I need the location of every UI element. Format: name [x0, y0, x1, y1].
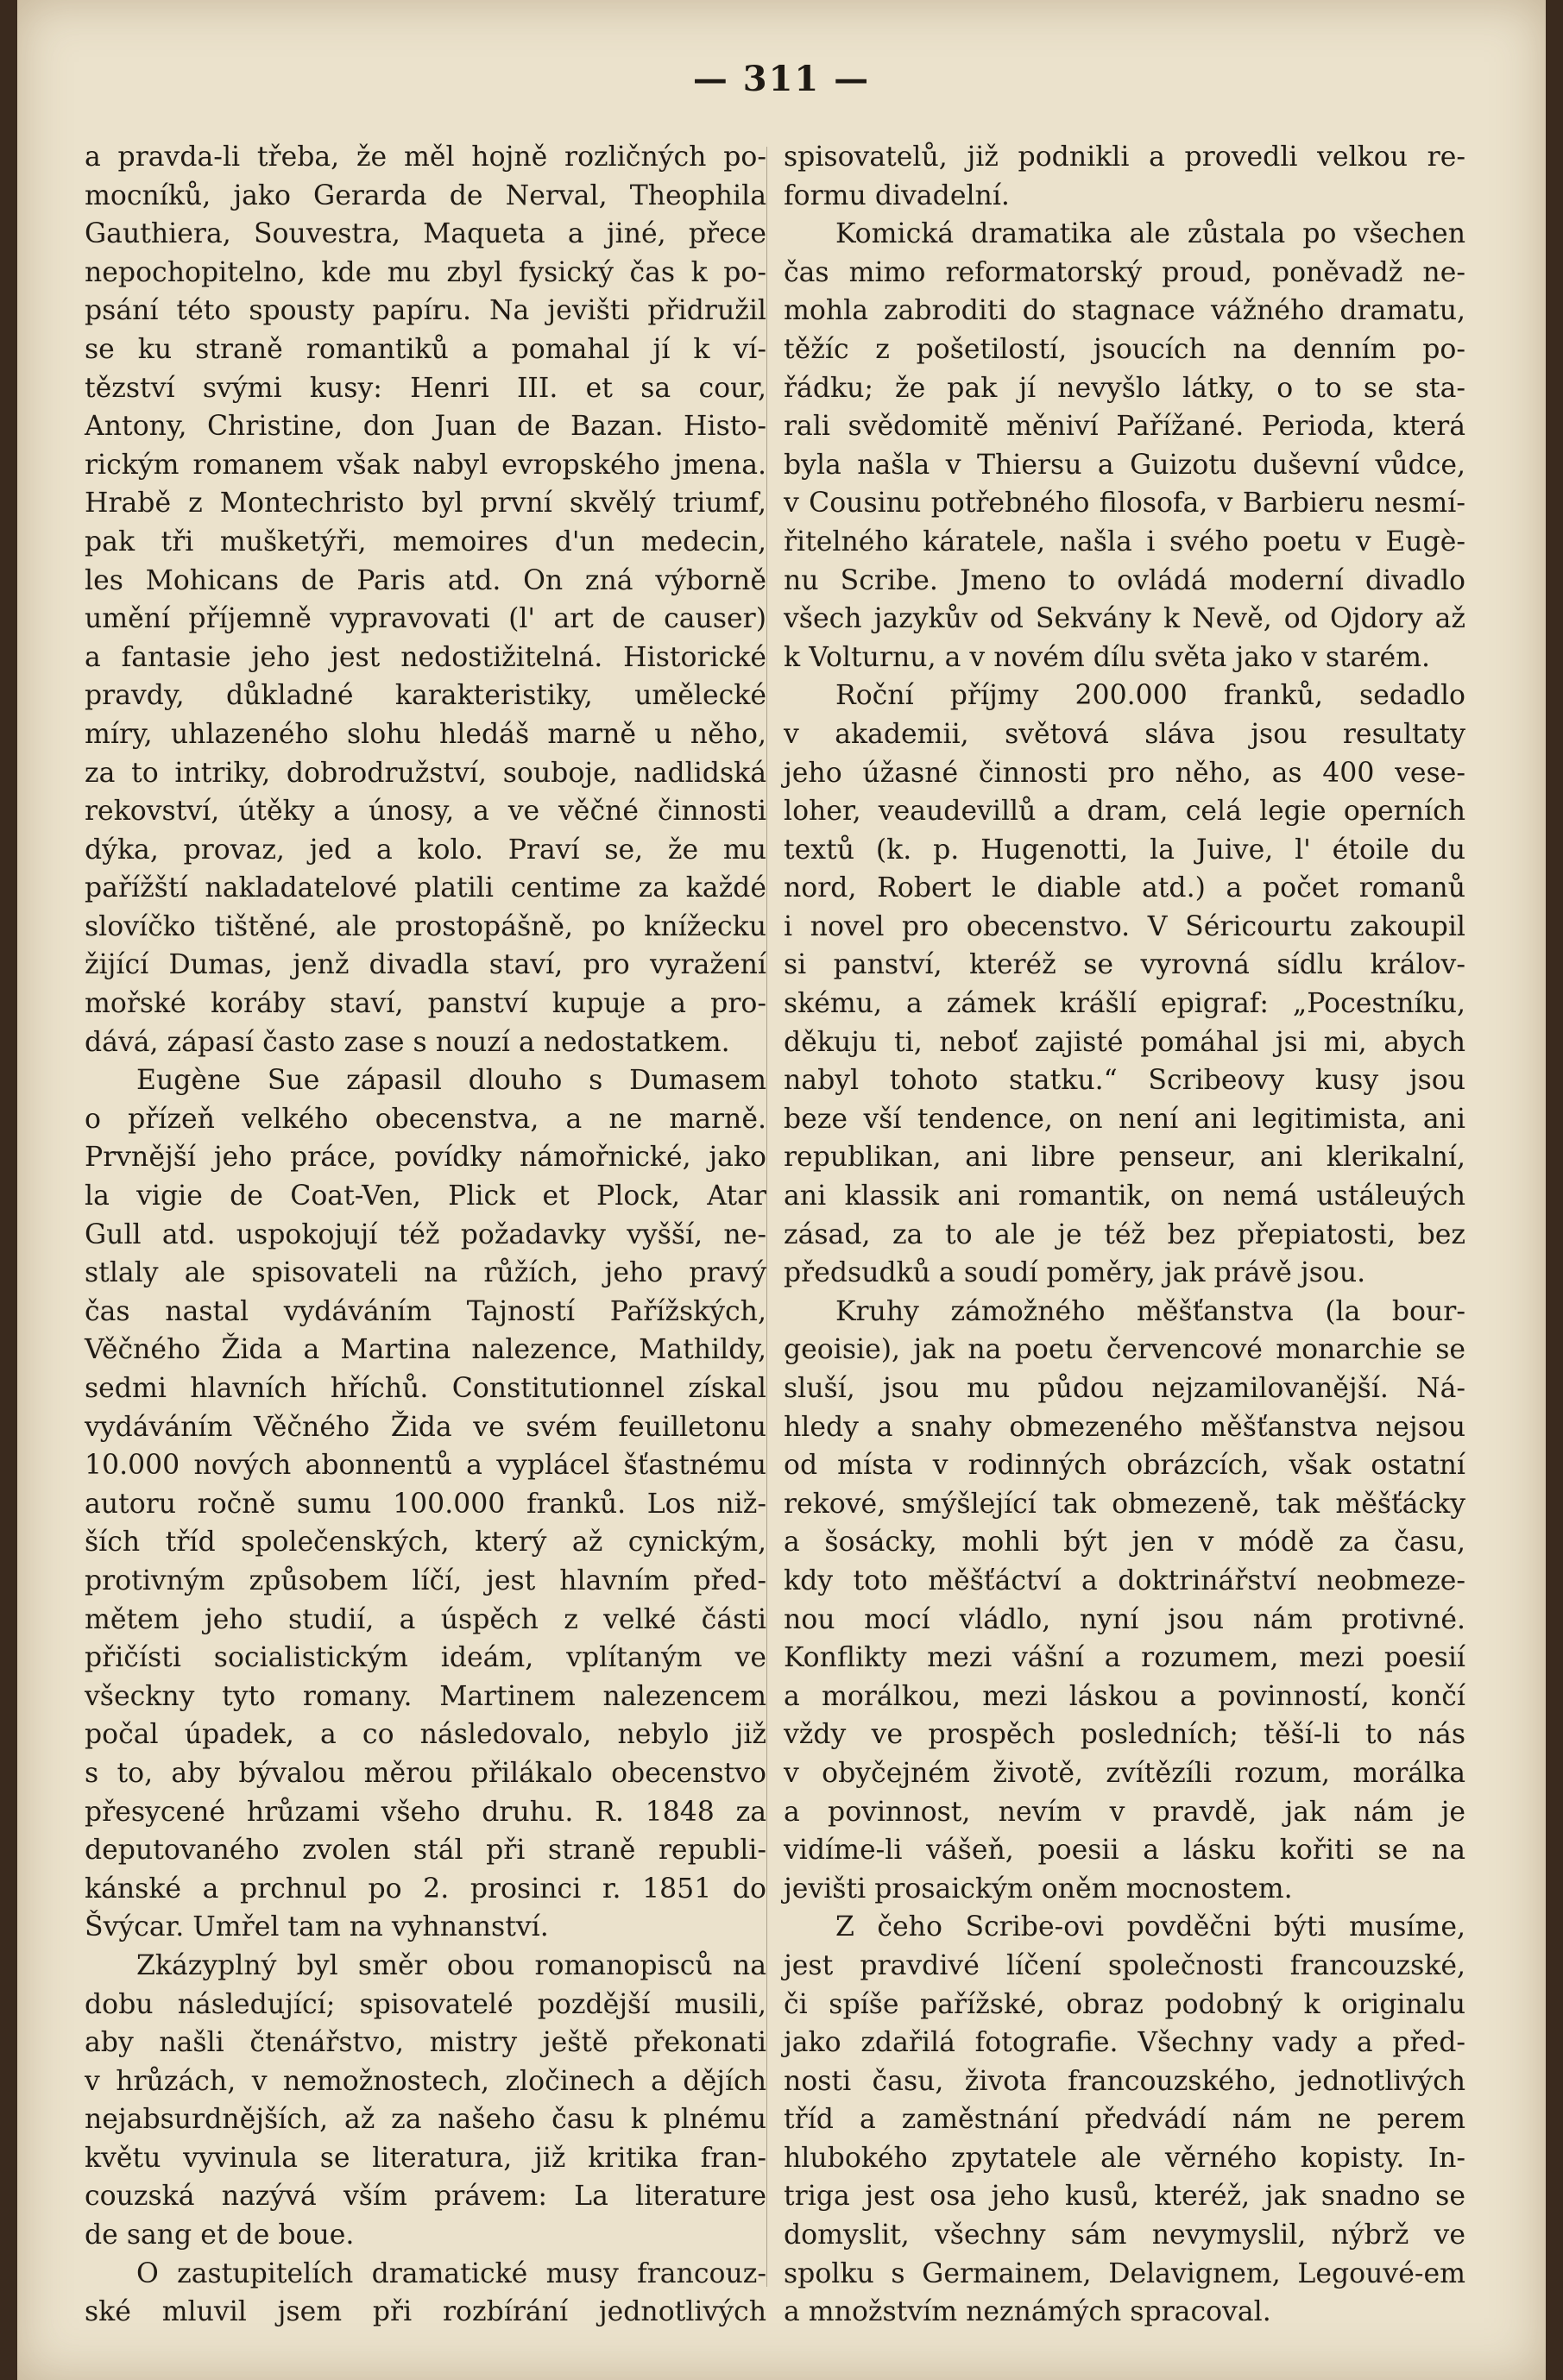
text-line: pak tři mušketýři, memoires d'un medecin, — [85, 526, 766, 557]
text-line: Prvnější jeho práce, povídky námořnické, jako — [85, 1142, 766, 1174]
text-line: umění příjemně vypravovati (l' art de causer) — [85, 603, 766, 635]
text-line: květu vyvinula se literatura, již kritika fran- — [85, 2142, 766, 2174]
text-line: vidíme-li vášeň, poesii a lásku kořiti se na — [784, 1835, 1465, 1867]
text-line: přičísti socialistickým ideám, vplítaným ve — [85, 1642, 766, 1674]
text-line: autoru ročně sumu 100.000 franků. Los niž- — [85, 1488, 766, 1520]
text-line: kdy toto měšťáctví a doktrinářství neobmeze- — [784, 1565, 1465, 1596]
text-line: všech jazykův od Sekvány k Nevě, od Ojdory až — [784, 603, 1465, 635]
text-line: všeckny tyto romany. Martinem nalezencem — [85, 1680, 766, 1712]
text-line: psání této spousty papíru. Na jevišti přidružil — [85, 295, 766, 327]
text-line: řádku; že pak jí nevyšlo látky, o to se sta- — [784, 372, 1465, 404]
text-line: jeho úžasné činnosti pro něho, as 400 vese- — [784, 757, 1465, 789]
text-line: nou mocí vládlo, nyní jsou nám protivné. — [784, 1603, 1465, 1635]
text-line: a pravda-li třeba, že měl hojně rozličných po- — [85, 142, 766, 173]
text-line: vydáváním Věčného Žida ve svém feuilletonu — [85, 1411, 766, 1443]
text-line: rekové, smýšlející tak obmezeně, tak měšťácky — [784, 1488, 1465, 1520]
text-line: rali svědomitě měniví Pařížané. Perioda, která — [784, 411, 1465, 443]
text-line: Věčného Žida a Martina nalezence, Mathildy, — [85, 1334, 766, 1366]
text-line: byla našla v Thiersu a Guizotu duševní vůdce, — [784, 449, 1465, 481]
text-line: za to intriky, dobrodružství, souboje, nadlidská — [85, 757, 766, 789]
text-line: loher, veaudevillů a dram, celá legie operních — [784, 796, 1465, 828]
text-line: zásad, za to ale je též bez přepiatosti, bez — [784, 1218, 1465, 1250]
text-line: a množstvím neznámých spracoval. — [784, 2296, 1271, 2328]
text-line: republikan, ani libre penseur, ani klerikalní, — [784, 1142, 1465, 1174]
text-line: domyslit, všechny sám nevymyslil, nýbrž ve — [784, 2219, 1465, 2251]
text-line: a šosácky, mohli být jen v módě za času, — [784, 1527, 1465, 1558]
text-line: dobu následující; spisovatelé pozdější musili, — [85, 1988, 766, 2020]
text-line: Gull atd. uspokojují též požadavky vyšší, ne- — [85, 1218, 766, 1250]
text-line: Hrabě z Montechristo byl první skvělý triumf, — [85, 488, 766, 519]
text-line: Gauthiera, Souvestra, Maqueta a jiné, přece — [85, 218, 766, 250]
text-line: hledy a snahy obmezeného měšťanstva nejsou — [784, 1411, 1465, 1443]
text-line: sluší, jsou mu půdou nejzamilovanější. Ná- — [784, 1373, 1465, 1404]
text-line: i novel pro obecenstvo. V Séricourtu zakoupil — [784, 910, 1465, 942]
text-line: Kruhy zámožného měšťanstva (la bour- — [835, 1295, 1465, 1327]
text-line: se ku straně romantiků a pomahal jí k ví- — [85, 333, 766, 365]
text-line: o přízeň velkého obecenstva, a ne marně. — [85, 1103, 766, 1135]
text-line: tězství svými kusy: Henri III. et sa cour, — [85, 372, 766, 404]
text-line: Švýcar. Umřel tam na vyhnanství. — [85, 1911, 549, 1943]
text-line: ších tříd společenských, který až cynickým, — [85, 1527, 766, 1558]
text-line: couzská nazývá vším právem: La literature — [85, 2181, 766, 2213]
text-line: rickým romanem však nabyl evropského jmena. — [85, 449, 766, 481]
text-line: ské mluvil jsem při rozbírání jednotlivých — [85, 2296, 766, 2328]
text-line: mocníků, jako Gerarda de Nerval, Theophila — [85, 179, 766, 211]
text-line: de sang et de boue. — [85, 2219, 355, 2251]
book-page — [17, 0, 1546, 2380]
text-line: Z čeho Scribe-ovi povděčni býti musíme, — [835, 1911, 1465, 1943]
text-line: stlaly ale spisovateli na růžích, jeho pravý — [85, 1257, 766, 1289]
text-line: nepochopitelno, kde mu zbyl fysický čas k po- — [85, 256, 766, 288]
text-line: žijící Dumas, jenž divadla staví, pro vyražení — [85, 949, 766, 981]
text-line: rekovství, útěky a únosy, a ve věčné činnosti — [85, 796, 766, 828]
text-line: textů (k. p. Hugenotti, la Juive, l' étoile du — [784, 834, 1465, 866]
text-line: triga jest osa jeho kusů, kteréž, jak snadno se — [784, 2181, 1465, 2213]
text-line: geoisie), jak na poetu červencové monarchie se — [784, 1334, 1465, 1366]
text-line: O zastupitelích dramatické musy francouz- — [136, 2257, 766, 2289]
text-line: či spíše pařížské, obraz podobný k originalu — [784, 1988, 1465, 2020]
text-line: spolku s Germainem, Delavignem, Legouvé-em — [784, 2257, 1465, 2289]
text-line: skému, a zámek krášlí epigraf: „Pocestníku, — [784, 988, 1465, 1020]
text-line: aby našli čtenářstvo, mistry ještě překonati — [85, 2027, 766, 2059]
text-line: a povinnost, nevím v pravdě, jak nám je — [784, 1796, 1465, 1828]
text-line: v akademii, světová sláva jsou resultaty — [784, 718, 1465, 750]
text-line: čas nastal vydáváním Tajností Pařížských, — [85, 1295, 766, 1327]
text-line: čas mimo reformatorský proud, poněvadž ne- — [784, 256, 1465, 288]
text-line: těžíc z pošetilostí, jsoucích na denním po- — [784, 333, 1465, 365]
text-line: řitelného káratele, našla i svého poetu v Eugè- — [784, 526, 1465, 557]
right-column — [784, 138, 1465, 2332]
text-line: jako zdařilá fotografie. Všechny vady a před- — [784, 2027, 1465, 2059]
text-line: mohla zabroditi do stagnace vážného dramatu, — [784, 295, 1465, 327]
text-line: tříd a zaměstnání předvádí nám ne perem — [784, 2104, 1465, 2136]
text-line: nosti času, života francouzského, jednotlivých — [784, 2065, 1465, 2097]
text-line: přesycené hrůzami všeho druhu. R. 1848 za — [85, 1796, 766, 1828]
text-line: mětem jeho studií, a úspěch z velké části — [85, 1603, 766, 1635]
text-line: spisovatelů, již podnikli a provedli velkou re- — [784, 142, 1465, 173]
text-line: la vigie de Coat-Ven, Plick et Plock, Atar — [85, 1181, 766, 1212]
text-line: hlubokého zpytatele ale věrného kopisty. In- — [784, 2142, 1465, 2174]
text-line: sedmi hlavních hříchů. Constitutionnel získal — [85, 1373, 766, 1404]
text-line: počal úpadek, a co následovalo, nebylo již — [85, 1719, 766, 1751]
text-line: jest pravdivé líčení společnosti francouzské, — [784, 1949, 1465, 1981]
text-line: si panství, kteréž se vyrovná sídlu králov- — [784, 949, 1465, 981]
text-line: Komická dramatika ale zůstala po všechen — [835, 218, 1465, 250]
text-line: ani klassik ani romantik, on nemá ustáleuých — [784, 1181, 1465, 1212]
text-line: Roční příjmy 200.000 franků, sedadlo — [835, 680, 1465, 712]
text-line: a morálkou, mezi láskou a povinností, končí — [784, 1680, 1465, 1712]
text-line: Antony, Christine, don Juan de Bazan. Histo- — [85, 411, 766, 443]
text-line: nord, Robert le diable atd.) a počet romanů — [784, 872, 1465, 904]
text-line: Konflikty mezi vášní a rozumem, mezi poesií — [784, 1642, 1465, 1674]
left-column — [85, 138, 766, 2332]
text-line: děkuju ti, neboť zajisté pomáhal jsi mi, abych — [784, 1026, 1465, 1058]
text-line: k Volturnu, a v novém dílu světa jako v starém. — [784, 641, 1431, 673]
text-line: pařížští nakladatelové platili centime za každé — [85, 872, 766, 904]
text-line: vždy ve prospěch posledních; těší-li to nás — [784, 1719, 1465, 1751]
page-number: — 311 — — [692, 59, 871, 99]
text-line: nu Scribe. Jmeno to ovládá moderní divadlo — [784, 564, 1465, 596]
text-line: v obyčejném životě, zvítězíli rozum, morálka — [784, 1757, 1465, 1789]
text-line: beze vší tendence, on není ani legitimista, ani — [784, 1103, 1465, 1135]
text-line: kánské a prchnul po 2. prosinci r. 1851 do — [85, 1873, 766, 1905]
text-line: pravdy, důkladné karakteristiky, umělecké — [85, 680, 766, 712]
text-line: v hrůzách, v nemožnostech, zločinech a dějích — [85, 2065, 766, 2097]
text-line: v Cousinu potřebného filosofa, v Barbieru nesmí- — [784, 488, 1465, 519]
text-line: mořské koráby staví, panství kupuje a pro- — [85, 988, 766, 1020]
column-divider — [766, 147, 767, 2287]
text-line: Zkázyplný byl směr obou romanopisců na — [136, 1949, 766, 1981]
text-line: nabyl tohoto statku.“ Scribeovy kusy jsou — [784, 1065, 1465, 1097]
text-line: dýka, provaz, jed a kolo. Praví se, že mu — [85, 834, 766, 866]
text-line: od místa v rodinných obrázcích, však ostatní — [784, 1450, 1465, 1482]
text-line: míry, uhlazeného slohu hledáš marně u něho, — [85, 718, 766, 750]
text-line: formu divadelní. — [784, 179, 1010, 211]
text-line: předsudků a soudí poměry, jak právě jsou. — [784, 1257, 1366, 1289]
text-line: les Mohicans de Paris atd. On zná výborně — [85, 564, 766, 596]
text-line: slovíčko tištěné, ale prostopášně, po knížecku — [85, 910, 766, 942]
text-line: protivným způsobem líčí, jest hlavním před- — [85, 1565, 766, 1596]
text-line: dává, zápasí často zase s nouzí a nedostatkem. — [85, 1026, 730, 1058]
text-line: 10.000 nových abonnentů a vyplácel šťastnému — [85, 1450, 766, 1482]
text-line: nejabsurdnějších, až za našeho času k plnému — [85, 2104, 766, 2136]
text-line: a fantasie jeho jest nedostižitelná. Historické — [85, 641, 766, 673]
text-line: s to, aby bývalou měrou přilákalo obecenstvo — [85, 1757, 766, 1789]
text-line: deputovaného zvolen stál při straně republi- — [85, 1835, 766, 1867]
text-line: Eugène Sue zápasil dlouho s Dumasem — [136, 1065, 766, 1097]
text-line: jevišti prosaickým oněm mocnostem. — [784, 1873, 1293, 1905]
